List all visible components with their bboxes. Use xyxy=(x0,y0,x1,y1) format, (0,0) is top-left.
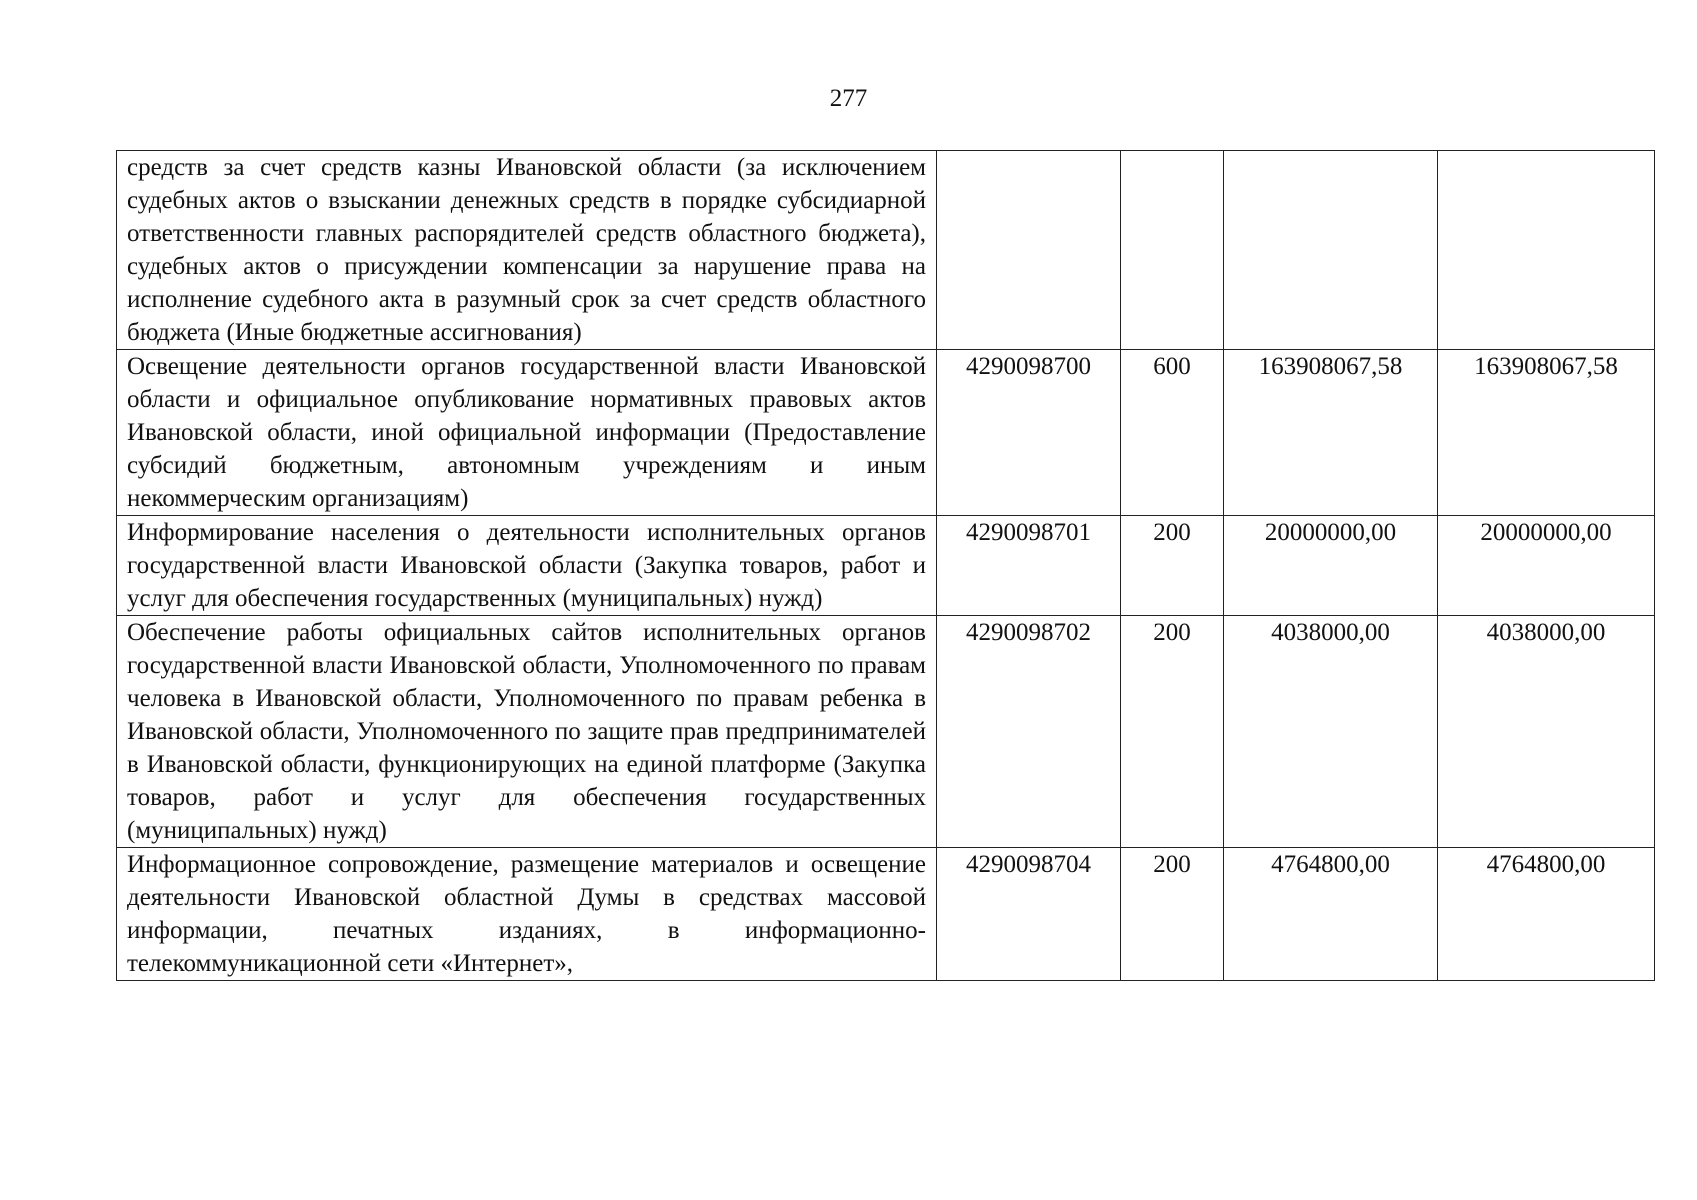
row-target-article xyxy=(937,151,1121,350)
row-description: Информирование населения о деятельности исполнительных органов государственной власти Ивановской области (Закупка товаров, работ и услуг для обеспечения государственных (муниципальных) нужд) xyxy=(117,516,937,616)
row-target-article: 4290098702 xyxy=(937,616,1121,848)
table-row xyxy=(117,616,1655,848)
budget-table xyxy=(116,150,1655,981)
row-target-article: 4290098704 xyxy=(937,848,1121,981)
row-target-article: 4290098700 xyxy=(937,350,1121,516)
row-expense-type xyxy=(1121,151,1224,350)
row-description: Освещение деятельности органов государственной власти Ивановской области и официальное опубликование нормативных правовых актов Ивановской области, иной официальной информации (Предоставление субсидий бюджетным, автономным учреждениям и иным некоммерческим организациям) xyxy=(117,350,937,516)
row-sum-1: 4764800,00 xyxy=(1224,848,1438,981)
row-sum-1: 163908067,58 xyxy=(1224,350,1438,516)
row-description: средств за счет средств казны Ивановской области (за исключением судебных актов о взыскании денежных средств в порядке субсидиарной ответственности главных распорядителей средств областного бюджета), судебных актов о присуждении компенсации за нарушение права на исполнение судебного акта в разумный срок за счет средств областного бюджета (Иные бюджетные ассигнования) xyxy=(117,151,937,350)
table-row xyxy=(117,350,1655,516)
row-sum-2: 4038000,00 xyxy=(1438,616,1655,848)
row-sum-2: 20000000,00 xyxy=(1438,516,1655,616)
row-expense-type: 200 xyxy=(1121,616,1224,848)
table-row xyxy=(117,151,1655,350)
row-sum-1 xyxy=(1224,151,1438,350)
row-sum-2: 4764800,00 xyxy=(1438,848,1655,981)
row-description: Информационное сопровождение, размещение материалов и освещение деятельности Ивановской областной Думы в средствах массовой информации, печатных изданиях, в информационно-телекоммуникационной сети «Интернет», xyxy=(117,848,937,981)
row-expense-type: 600 xyxy=(1121,350,1224,516)
row-sum-1: 4038000,00 xyxy=(1224,616,1438,848)
table-row xyxy=(117,848,1655,981)
row-description: Обеспечение работы официальных сайтов исполнительных органов государственной власти Ивановской области, Уполномоченного по правам человека в Ивановской области, Уполномоченного по правам ребенка в Ивановской области, Уполномоченного по защите прав предпринимателей в Ивановской области, функционирующих на единой платформе (Закупка товаров, работ и услуг для обеспечения государственных (муниципальных) нужд) xyxy=(117,616,937,848)
row-sum-2 xyxy=(1438,151,1655,350)
table-row xyxy=(117,516,1655,616)
row-sum-1: 20000000,00 xyxy=(1224,516,1438,616)
row-expense-type: 200 xyxy=(1121,848,1224,981)
row-expense-type: 200 xyxy=(1121,516,1224,616)
row-sum-2: 163908067,58 xyxy=(1438,350,1655,516)
row-target-article: 4290098701 xyxy=(937,516,1121,616)
page-number: 277 xyxy=(829,85,868,112)
